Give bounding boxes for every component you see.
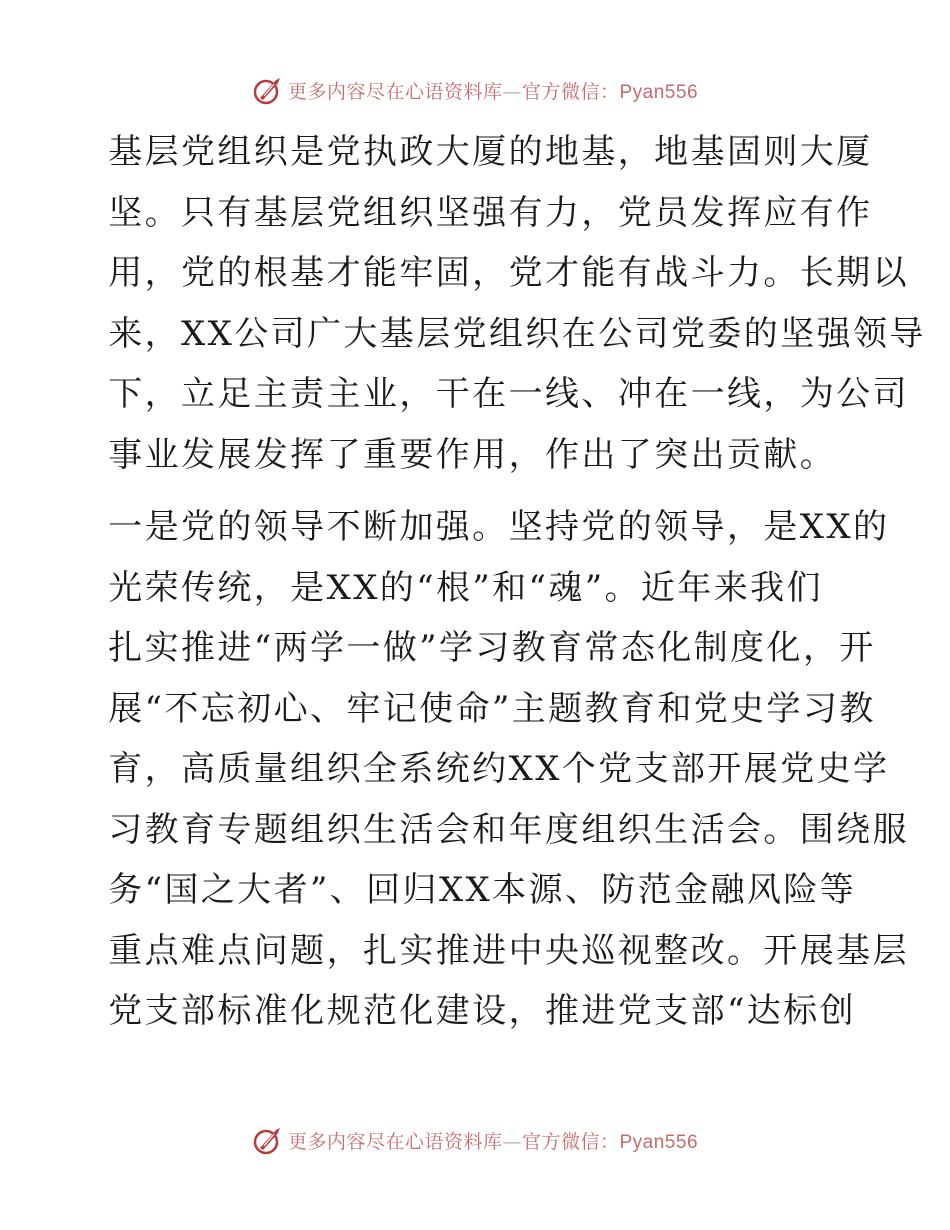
watermark-separator: — xyxy=(502,80,522,103)
text-line: 扎实推进“两学一做”学习教育常态化制度化，开 xyxy=(108,628,876,668)
quill-logo-icon xyxy=(252,1124,284,1156)
watermark-text xyxy=(288,1127,698,1154)
watermark-account: Pyan556 xyxy=(619,1131,699,1153)
text-line: 育，高质量组织全系统约XX个党支部开展党史学 xyxy=(108,749,890,789)
text-line: 光荣传统，是XX的“根”和“魂”。近年来我们 xyxy=(108,567,823,608)
text-line: 事业发展发挥了重要作用，作出了突出贡献。 xyxy=(108,434,837,475)
document-body xyxy=(98,122,926,1042)
watermark-suffix: 官方微信： xyxy=(521,80,620,103)
text-line: 习教育专题组织生活会和年度组织生活会。围绕服 xyxy=(108,809,909,850)
paragraph-1 xyxy=(98,122,926,485)
footer-watermark xyxy=(0,1120,950,1160)
text-line: 用，党的根基才能牢固，党才能有战斗力。长期以 xyxy=(108,253,909,293)
watermark-text xyxy=(288,77,698,104)
text-line: 一是党的领导不断加强。坚持党的领导，是XX的 xyxy=(108,507,890,547)
text-line: 下，立足主责主业，干在一线、冲在一线，为公司 xyxy=(108,374,909,414)
watermark-brand: 更多内容尽在心语资料库 xyxy=(287,80,503,103)
header-watermark xyxy=(0,70,950,110)
watermark-separator: — xyxy=(502,1130,522,1153)
text-line: 重点难点问题，扎实推进中央巡视整改。开展基层 xyxy=(108,930,909,971)
quill-logo-icon xyxy=(252,74,284,106)
watermark-account: Pyan556 xyxy=(619,81,699,103)
watermark-brand: 更多内容尽在心语资料库 xyxy=(287,1130,503,1153)
watermark-suffix: 官方微信： xyxy=(521,1130,620,1153)
text-line: 党支部标准化规范化建设，推进党支部“达标创 xyxy=(108,991,856,1031)
text-line: 展“不忘初心、牢记使命”主题教育和党史学习教 xyxy=(108,688,876,729)
text-line: 来，XX公司广大基层党组织在公司党委的坚强领导 xyxy=(108,313,926,354)
text-line: 基层党组织是党执政大厦的地基，地基固则大厦 xyxy=(108,132,873,172)
text-line: 坚。只有基层党组织坚强有力，党员发挥应有作 xyxy=(108,192,873,233)
text-line: 务“国之大者”、回归XX本源、防范金融风险等 xyxy=(108,870,857,910)
paragraph-2 xyxy=(98,497,909,1042)
